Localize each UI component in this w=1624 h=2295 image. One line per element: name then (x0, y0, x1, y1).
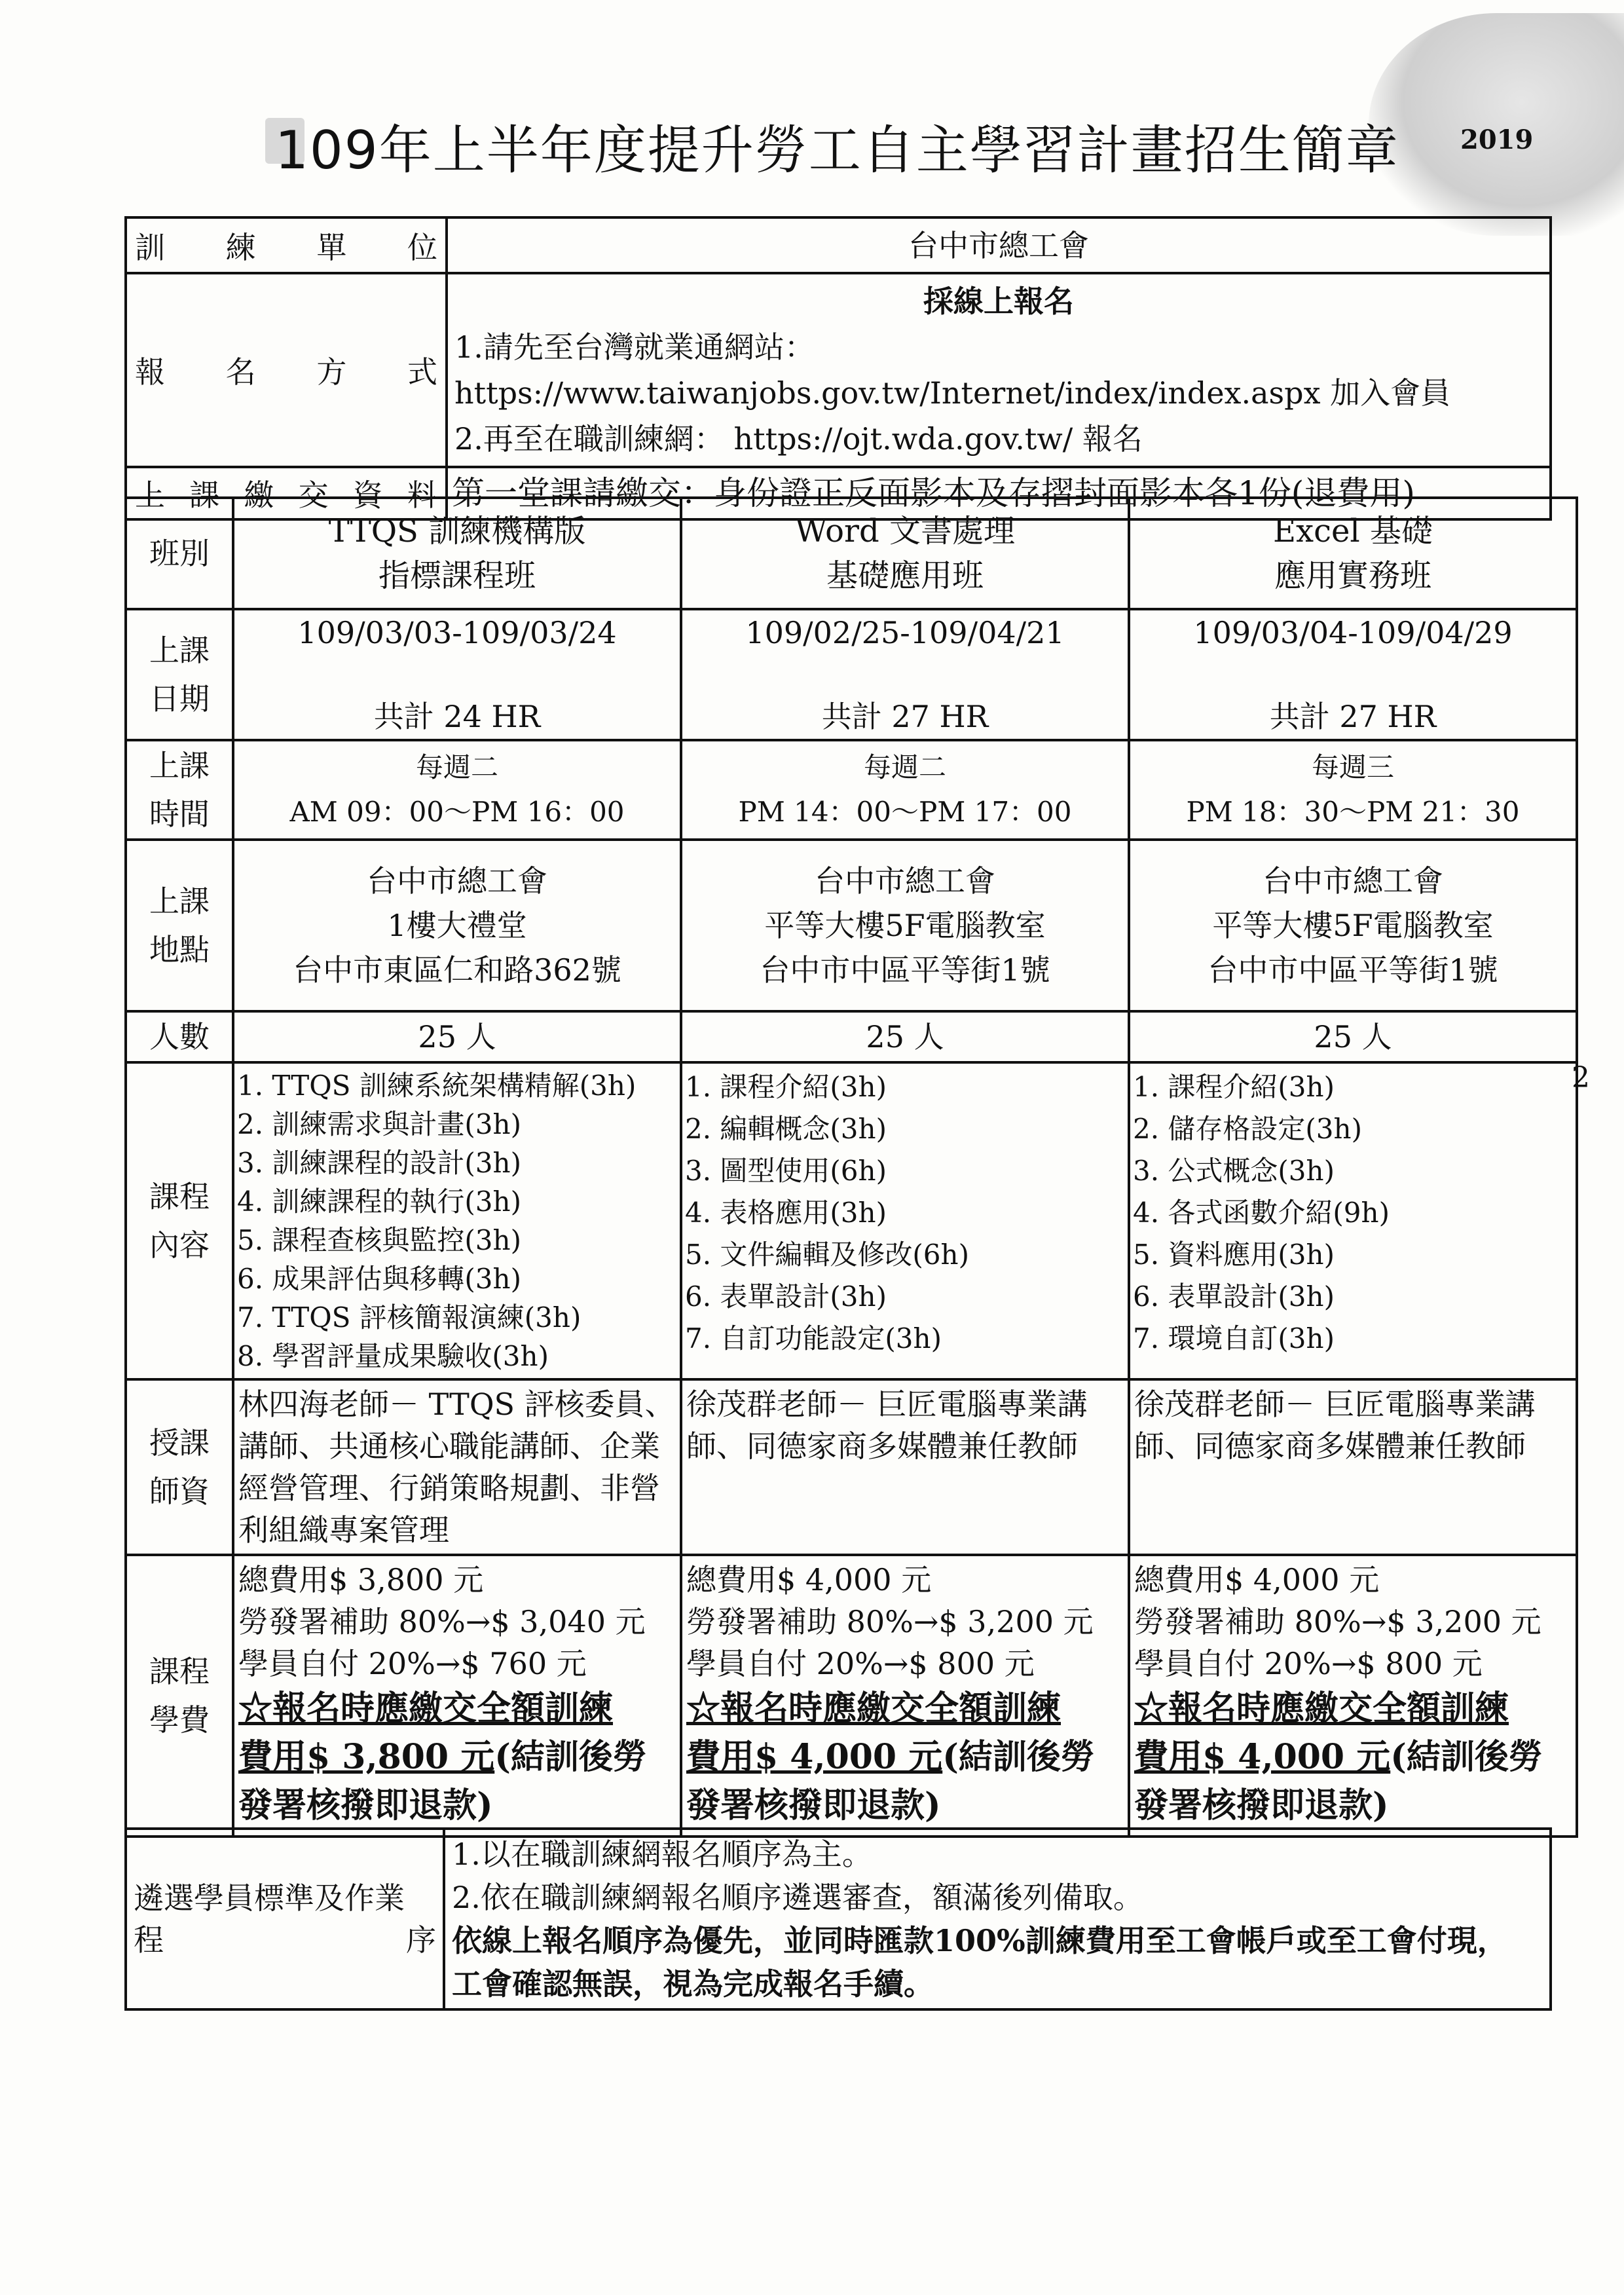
unit-value: 台中市總工會 (447, 217, 1551, 273)
course-1-date: 109/03/03-109/03/24 共計 24 HR (233, 609, 681, 740)
course-3-fee: 總費用$ 4,000 元 勞發署補助 80%→$ 3,200 元 學員自付 20%→$ 800 元 ☆報名時應繳交全額訓練 費用$ 4,000 元(結訓後勞 發署核撥即退款) (1129, 1555, 1577, 1837)
list-item: 2. 編輯概念(3h) (685, 1113, 887, 1145)
taiwanjobs-link: https://www.taiwanjobs.gov.tw/Internet/index/index.aspx 加入會員 (454, 375, 1451, 411)
course-3-date: 109/03/04-109/04/29 共計 27 HR (1129, 609, 1577, 740)
list-item: 1. 課程介紹(3h) (685, 1071, 887, 1103)
place-label: 上課 地點 (126, 840, 233, 1011)
course-1-fee: 總費用$ 3,800 元 勞發署補助 80%→$ 3,040 元 學員自付 20%→$ 760 元 ☆報名時應繳交全額訓練 費用$ 3,800 元(結訓後勞 發署核撥即退款) (233, 1555, 681, 1837)
teacher-label: 授課 師資 (126, 1379, 233, 1555)
fee-row (126, 1555, 1577, 1837)
badge-year: 2019 (1460, 124, 1534, 155)
list-item: 6. 表單設計(3h) (685, 1280, 887, 1313)
fee-label: 課程 學費 (126, 1555, 233, 1837)
course-2-fee: 總費用$ 4,000 元 勞發署補助 80%→$ 3,200 元 學員自付 20%→$ 800 元 ☆報名時應繳交全額訓練 費用$ 4,000 元(結訓後勞 發署核撥即退款) (681, 1555, 1129, 1837)
class-row (126, 498, 1577, 609)
count-label: 人數 (126, 1011, 233, 1062)
list-item: 1. TTQS 訓練系統架構精解(3h) (237, 1070, 637, 1102)
course-3-place: 台中市總工會 平等大樓5F電腦教室 台中市中區平等街1號 (1129, 840, 1577, 1011)
time-label: 上課 時間 (126, 740, 233, 840)
list-item: 3. 圖型使用(6h) (685, 1155, 887, 1187)
list-item: 4. 訓練課程的執行(3h) (237, 1185, 521, 1218)
course-2-name: Word 文書處理 基礎應用班 (681, 498, 1129, 609)
list-item: 6. 成果評估與移轉(3h) (237, 1263, 521, 1295)
class-label: 班別 (126, 498, 233, 609)
course-1-time: 每週二 AM 09：00～PM 16：00 (233, 740, 681, 840)
corner-badge (1369, 13, 1624, 236)
page-title: 109年上半年度提升勞工自主學習計畫招生簡章 (275, 120, 1399, 181)
course-3-time: 每週三 PM 18：30～PM 21：30 (1129, 740, 1577, 840)
list-item: 1. 課程介紹(3h) (1133, 1071, 1335, 1103)
selection-body (444, 1829, 1551, 2009)
course-3-teacher: 徐茂群老師－ 巨匠電腦專業講師、同德家商多媒體兼任教師 (1129, 1379, 1577, 1555)
registration-method (447, 273, 1551, 467)
course-1-name: TTQS 訓練機構版 指標課程班 (233, 498, 681, 609)
list-item: 7. TTQS 評核簡報演練(3h) (237, 1301, 581, 1334)
time-row (126, 740, 1577, 840)
course-1-count: 25 人 (233, 1011, 681, 1062)
content-label: 課程 內容 (126, 1062, 233, 1379)
fee-note: ☆報名時應繳交全額訓練 (238, 1689, 614, 1728)
place-row (126, 840, 1577, 1011)
selection-line-2: 2.依在職訓練網報名順序遴選審查，額滿後列備取。 (452, 1880, 1143, 1915)
documents-value: 第一堂課請繳交：身份證正反面影本及存摺封面影本各1份(退費用) (447, 467, 1551, 519)
date-label: 上課 日期 (126, 609, 233, 740)
course-1-content (233, 1062, 681, 1379)
course-2-time: 每週二 PM 14：00～PM 17：00 (681, 740, 1129, 840)
unit-label: 訓 練 單 位 (126, 217, 447, 273)
list-item: 7. 環境自訂(3h) (1133, 1322, 1335, 1354)
list-item: 5. 資料應用(3h) (1133, 1239, 1335, 1271)
course-3-count: 25 人 (1129, 1011, 1577, 1062)
ojt-link: 2.再至在職訓練網： https://ojt.wda.gov.tw/ 報名 (454, 421, 1143, 457)
selection-line-1: 1.以在職訓練網報名順序為主。 (452, 1837, 872, 1872)
list-item: 3. 訓練課程的設計(3h) (237, 1147, 521, 1179)
course-3-name: Excel 基礎 應用實務班 (1129, 498, 1577, 609)
documents-label: 上 課 繳 交 資 料 (126, 467, 447, 519)
course-2-place: 台中市總工會 平等大樓5F電腦教室 台中市中區平等街1號 (681, 840, 1129, 1011)
selection-label: 遴選學員標準及作業 程 序 (126, 1829, 444, 2009)
list-item: 8. 學習評量成果驗收(3h) (237, 1340, 549, 1372)
list-item: 7. 自訂功能設定(3h) (685, 1322, 942, 1354)
selection-table (124, 1827, 1552, 2011)
list-item: 2. 儲存格設定(3h) (1133, 1113, 1362, 1145)
fee-note: ☆報名時應繳交全額訓練 (686, 1689, 1061, 1728)
count-row (126, 1011, 1577, 1062)
list-item: 2. 訓練需求與計畫(3h) (237, 1108, 521, 1140)
list-item: 4. 表格應用(3h) (685, 1197, 887, 1229)
registration-label: 報 名 方 式 (126, 273, 447, 467)
list-item: 4. 各式函數介紹(9h) (1133, 1197, 1390, 1229)
stray-mark: 2 (1572, 1061, 1590, 1094)
course-1-place: 台中市總工會 1樓大禮堂 台中市東區仁和路362號 (233, 840, 681, 1011)
selection-line-4: 工會確認無誤，視為完成報名手續。 (452, 1966, 934, 2002)
course-2-teacher: 徐茂群老師－ 巨匠電腦專業講師、同德家商多媒體兼任教師 (681, 1379, 1129, 1555)
registration-step-1: 1.請先至台灣就業通網站： (454, 329, 815, 365)
selection-line-3: 依線上報名順序為優先，並同時匯款100%訓練費用至工會帳戶或至工會付現， (452, 1923, 1507, 1958)
date-row (126, 609, 1577, 740)
list-item: 5. 文件編輯及修改(6h) (685, 1239, 969, 1271)
info-table (124, 216, 1552, 521)
teacher-row (126, 1379, 1577, 1555)
list-item: 3. 公式概念(3h) (1133, 1155, 1335, 1187)
list-item: 6. 表單設計(3h) (1133, 1280, 1335, 1313)
course-table (124, 496, 1578, 1838)
course-2-date: 109/02/25-109/04/21 共計 27 HR (681, 609, 1129, 740)
course-2-count: 25 人 (681, 1011, 1129, 1062)
fee-note: ☆報名時應繳交全額訓練 (1134, 1689, 1509, 1728)
registration-heading: 採線上報名 (923, 284, 1074, 319)
content-row (126, 1062, 1577, 1379)
course-3-content (1129, 1062, 1577, 1379)
list-item: 5. 課程查核與監控(3h) (237, 1224, 521, 1256)
course-1-teacher: 林四海老師－ TTQS 評核委員、講師、共通核心職能講師、企業經營管理、行銷策略規劃、非營利組織專案管理 (233, 1379, 681, 1555)
course-2-content (681, 1062, 1129, 1379)
